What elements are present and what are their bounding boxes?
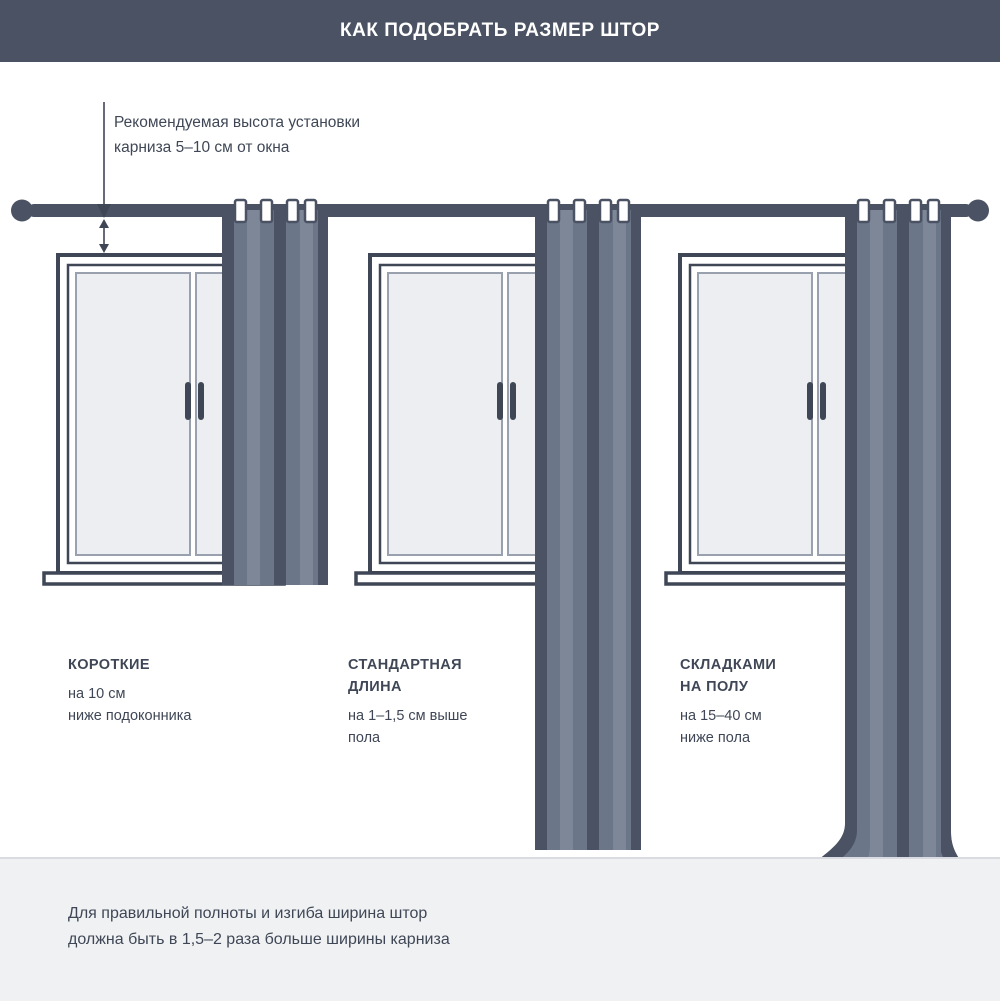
caption-short: [68, 655, 268, 727]
curtain-short: [222, 200, 328, 585]
footer-bar: [0, 858, 1000, 1001]
caption-standard-title-line1: СТАНДАРТНАЯ: [348, 657, 462, 673]
curtain-standard: [535, 200, 641, 850]
caption-standard-title-line2: ДЛИНА: [348, 678, 402, 695]
rod-height-note-line1: Рекомендуемая высота установки: [114, 114, 361, 131]
caption-puddled: [680, 655, 880, 749]
caption-standard-sub-line2: пола: [348, 729, 381, 746]
header-bar: [0, 0, 1000, 62]
footer-note: [68, 901, 688, 954]
caption-short-sub-line2: ниже подоконника: [68, 707, 192, 724]
caption-puddled-sub-line2: ниже пола: [680, 729, 751, 746]
caption-standard-sub-line1: на 1–1,5 см выше: [348, 707, 468, 724]
caption-short-sub-line1: на 10 см: [68, 685, 126, 702]
footer-note-line1: Для правильной полноты и изгиба ширина штор: [68, 905, 428, 922]
caption-standard: [348, 655, 548, 749]
curtain-rod: [11, 200, 989, 222]
caption-puddled-sub-line1: на 15–40 см: [680, 707, 762, 724]
footer-note-line2: должна быть в 1,5–2 раза больше ширины карниза: [68, 931, 450, 949]
leader-line: [97, 102, 111, 218]
caption-short-title: КОРОТКИЕ: [68, 657, 150, 673]
caption-puddled-title-line1: СКЛАДКАМИ: [680, 657, 777, 673]
rod-height-note: [114, 110, 484, 160]
caption-puddled-title-line2: НА ПОЛУ: [680, 678, 749, 695]
page-title: КАК ПОДОБРАТЬ РАЗМЕР ШТОР: [340, 20, 660, 41]
rod-height-note-line2: карниза 5–10 см от окна: [114, 139, 290, 157]
gap-dimension-arrow: [99, 219, 109, 253]
